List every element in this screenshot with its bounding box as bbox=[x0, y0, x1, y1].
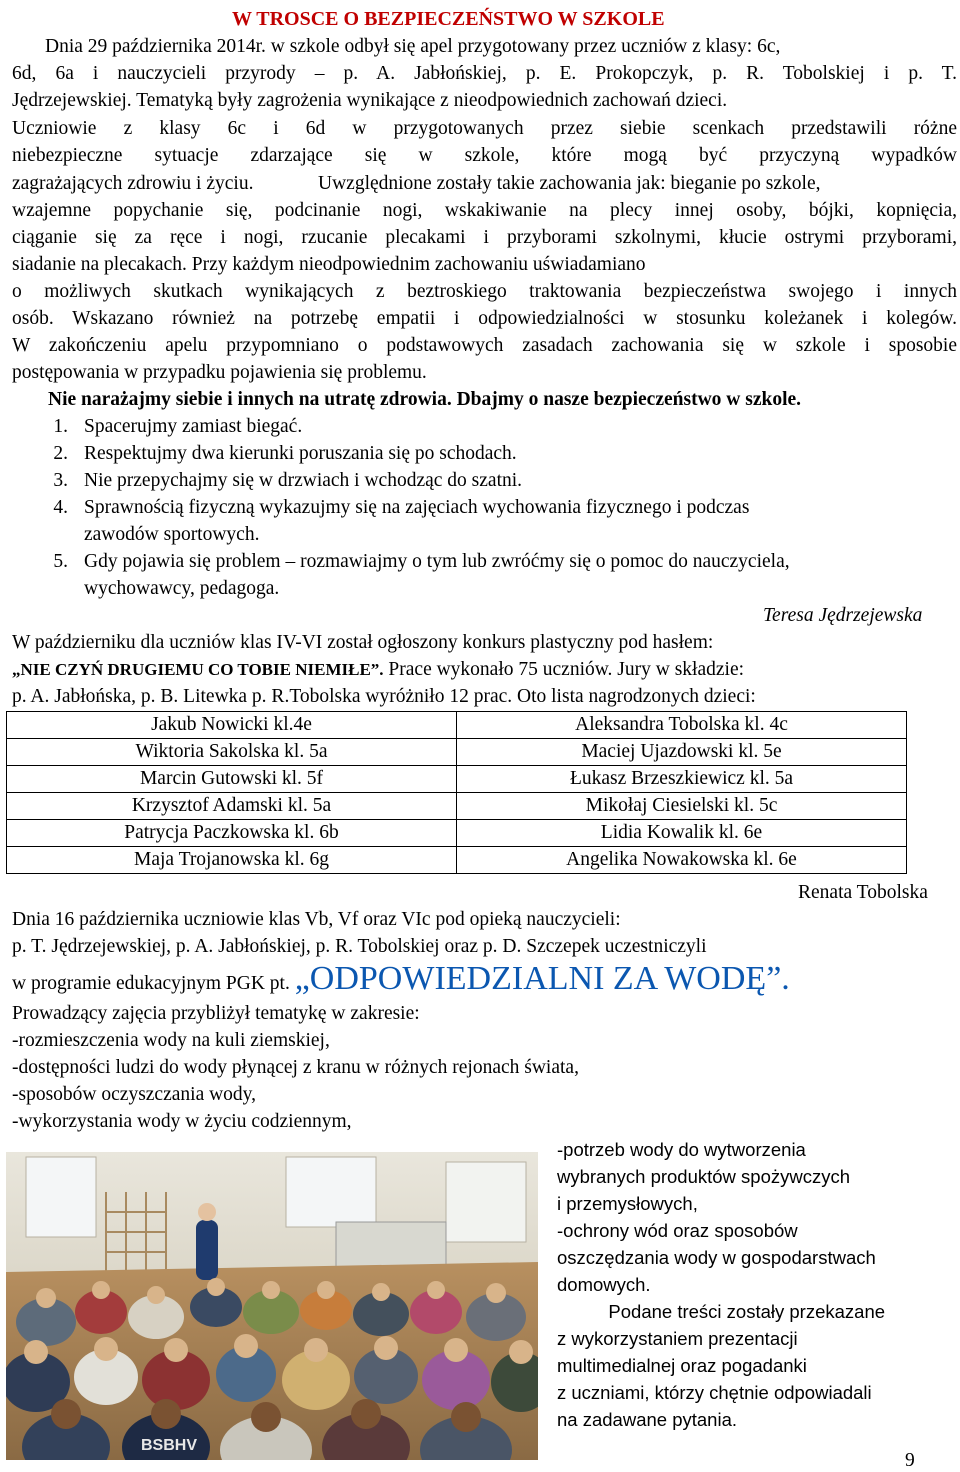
water-program-prefix: w programie edukacyjnym PGK pt. bbox=[12, 973, 295, 994]
contest-jury: p. A. Jabłońska, p. B. Litewka p. R.Tobolska wyróżniło 12 prac. Oto lista nagrodzonych dzieci: bbox=[12, 686, 756, 707]
winner-cell: Wiktoria Sakolska kl. 5a bbox=[7, 739, 457, 766]
rule-text: Respektujmy dwa kierunki poruszania się po schodach. bbox=[84, 443, 517, 464]
gym-photo-image bbox=[6, 1152, 538, 1460]
winner-cell: Mikołaj Ciesielski kl. 5c bbox=[457, 793, 907, 820]
right-col-line: na zadawane pytania. bbox=[557, 1409, 737, 1430]
water-intro: Dnia 16 października uczniowie klas Vb, Vf oraz VIc pod opieką nauczycieli: bbox=[12, 909, 621, 930]
para2-line: osób. Wskazano również na potrzebę empatii i odpowiedzialności w stosunku koleżanek i kolegów. bbox=[12, 308, 957, 329]
winner-cell: Jakub Nowicki kl.4e bbox=[7, 712, 457, 739]
winner-cell: Patrycja Paczkowska kl. 6b bbox=[7, 820, 457, 847]
rule-number: 5. bbox=[53, 551, 68, 572]
rule-text: Sprawnością fizyczną wykazujmy się na zajęciach wychowania fizycznego i podczas bbox=[84, 497, 750, 518]
rule-text: wychowawcy, pedagoga. bbox=[84, 578, 280, 599]
rule-text: zawodów sportowych. bbox=[84, 524, 260, 545]
water-program-line bbox=[12, 960, 790, 997]
para1-line: 6d, 6a i nauczycieli przyrody – p. A. Jabłońskiej, p. E. Prokopczyk, p. R. Tobolskiej i p. T. bbox=[12, 63, 957, 84]
para1-line-tail: Uwzględnione zostały takie zachowania jak: bieganie po szkole, bbox=[318, 173, 821, 194]
table-row bbox=[7, 847, 907, 874]
water-topics-intro: Prowadzący zajęcia przybliżył tematykę w zakresie: bbox=[12, 1003, 420, 1024]
gym-photo bbox=[6, 1152, 538, 1460]
para2-line: ciąganie się za ręce i nogi, rzucanie plecakami i przyborami szkolnymi, kłucie ostrymi przyborami, bbox=[12, 227, 957, 248]
para1-line: Jędrzejewskiej. Tematyką były zagrożenia wynikające z nieodpowiednich zachowań dzieci. bbox=[12, 90, 728, 111]
winner-cell: Angelika Nowakowska kl. 6e bbox=[457, 847, 907, 874]
right-col-line: wybranych produktów spożywczych bbox=[557, 1166, 851, 1187]
right-col-line: oszczędzania wody w gospodarstwach bbox=[557, 1247, 876, 1268]
rule-number: 4. bbox=[53, 497, 68, 518]
winner-cell: Łukasz Brzeszkiewicz kl. 5a bbox=[457, 766, 907, 793]
water-topic: -wykorzystania wody w życiu codziennym, bbox=[12, 1111, 352, 1132]
table-row bbox=[7, 820, 907, 847]
right-col-line: Podane treści zostały przekazane bbox=[557, 1301, 886, 1322]
winner-cell: Maciej Ujazdowski kl. 5e bbox=[457, 739, 907, 766]
winner-cell: Krzysztof Adamski kl. 5a bbox=[7, 793, 457, 820]
para2-line: W zakończeniu apelu przypomniano o podstawowych zasadach zachowania się w szkole i sposobie bbox=[12, 335, 957, 356]
right-col-line: domowych. bbox=[557, 1274, 651, 1295]
water-topic: -dostępności ludzi do wody płynącej z kranu w różnych rejonach świata, bbox=[12, 1057, 579, 1078]
winner-cell: Aleksandra Tobolska kl. 4c bbox=[457, 712, 907, 739]
safety-motto: Nie narażajmy siebie i innych na utratę zdrowia. Dbajmy o nasze bezpieczeństwo w szkole. bbox=[48, 389, 802, 410]
right-col-line: multimedialnej oraz pogadanki bbox=[557, 1355, 807, 1376]
shirt-print: BSBHV bbox=[141, 1437, 198, 1454]
rule-number: 2. bbox=[53, 443, 68, 464]
page-number: 9 bbox=[905, 1450, 915, 1471]
contest-line2 bbox=[12, 659, 744, 681]
contest-line2-tail: Prace wykonało 75 uczniów. Jury w składzie: bbox=[383, 659, 745, 680]
table-row bbox=[7, 739, 907, 766]
para1-line: Dnia 29 października 2014r. w szkole odbył się apel przygotowany przez uczniów z klasy: 6c, bbox=[45, 36, 781, 57]
winner-cell: Lidia Kowalik kl. 6e bbox=[457, 820, 907, 847]
signature-teresa: Teresa Jędrzejewska bbox=[763, 605, 923, 626]
rule-number: 3. bbox=[53, 470, 68, 491]
winner-cell: Maja Trojanowska kl. 6g bbox=[7, 847, 457, 874]
water-teachers: p. T. Jędrzejewskiej, p. A. Jabłońskiej, p. R. Tobolskiej oraz p. D. Szczepek uczestniczyli bbox=[12, 936, 707, 957]
article-title: W TROSCE O BEZPIECZEŃSTWO W SZKOLE bbox=[232, 8, 665, 30]
right-col-line: -ochrony wód oraz sposobów bbox=[557, 1220, 798, 1241]
rule-text: Gdy pojawia się problem – rozmawiajmy o tym lub zwróćmy się o pomoc do nauczyciela, bbox=[84, 551, 790, 572]
water-program-title: „ODPOWIEDZIALNI ZA WODĘ”. bbox=[294, 960, 790, 997]
table-row bbox=[7, 712, 907, 739]
table-row bbox=[7, 766, 907, 793]
table-row bbox=[7, 793, 907, 820]
water-topic: -sposobów oczyszczania wody, bbox=[12, 1084, 257, 1105]
para1-line: Uczniowie z klasy 6c i 6d w przygotowanych przez siebie scenkach przedstawili różne bbox=[12, 118, 957, 139]
right-col-line: -potrzeb wody do wytworzenia bbox=[557, 1139, 806, 1160]
para2-line: o możliwych skutkach wynikających z beztroskiego traktowania bezpieczeństwa swojego i innych bbox=[12, 281, 957, 302]
signature-renata: Renata Tobolska bbox=[798, 882, 928, 903]
winner-cell: Marcin Gutowski kl. 5f bbox=[7, 766, 457, 793]
para1-line: niebezpieczne sytuacje zdarzające się w szkole, które mogą być przyczyną wypadków bbox=[12, 145, 957, 166]
water-topic: -rozmieszczenia wody na kuli ziemskiej, bbox=[12, 1030, 330, 1051]
contest-intro: W październiku dla uczniów klas IV-VI został ogłoszony konkurs plastyczny pod hasłem: bbox=[12, 632, 714, 653]
para2-line: siadanie na plecakach. Przy każdym nieodpowiednim zachowaniu uświadamiano bbox=[12, 254, 646, 275]
right-col-line: z wykorzystaniem prezentacji bbox=[557, 1328, 798, 1349]
contest-motto: „NIE CZYŃ DRUGIEMU CO TOBIE NIEMIŁE”. bbox=[12, 660, 384, 679]
rule-text: Spacerujmy zamiast biegać. bbox=[84, 416, 303, 437]
winners-table bbox=[6, 711, 907, 874]
rule-text: Nie przepychajmy się w drzwiach i wchodząc do szatni. bbox=[84, 470, 523, 491]
para2-line: wzajemne popychanie się, podcinanie nogi, wskakiwanie na plecy innej osoby, bójki, kopnięcia, bbox=[12, 200, 957, 221]
para2-line: postępowania w przypadku pojawienia się problemu. bbox=[12, 362, 427, 383]
para1-line: zagrażających zdrowiu i życiu. bbox=[12, 173, 254, 194]
right-col-line: i przemysłowych, bbox=[557, 1193, 698, 1214]
rule-number: 1. bbox=[53, 416, 68, 437]
right-col-line: z uczniami, którzy chętnie odpowiadali bbox=[557, 1382, 872, 1403]
